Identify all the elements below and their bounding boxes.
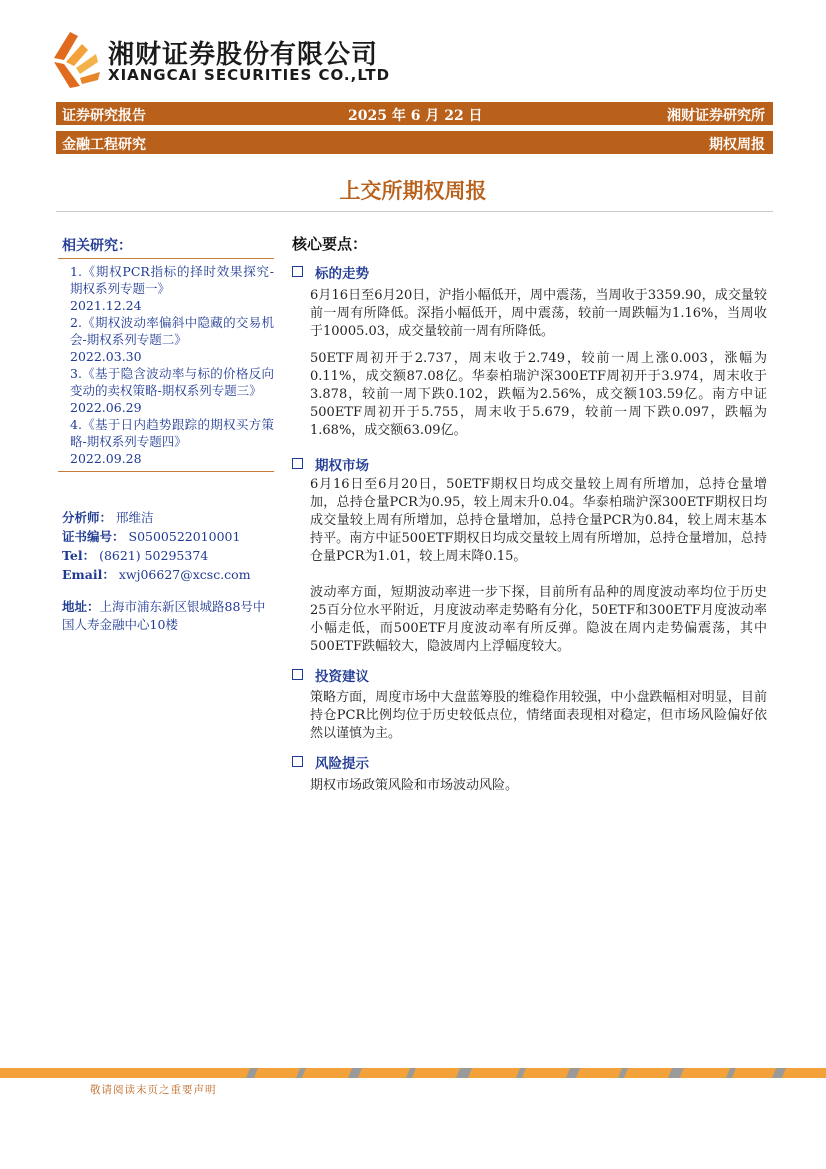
page-title: 上交所期权周报 (339, 179, 487, 203)
analyst-info (62, 508, 251, 584)
checkbox-square-icon (292, 756, 303, 767)
related-item-date: 2021.12.24 (70, 298, 142, 313)
paragraph: 期权市场政策风险和市场波动风险。 (310, 778, 519, 793)
address-text: 上海市浦东新区银城路88号中国人寿金融中心10楼 (62, 599, 266, 632)
company-name-en: XIANGCAI SECURITIES CO.,LTD (108, 66, 391, 84)
email-row: Email： xwj06627@xcsc.com (62, 567, 251, 582)
tel-row: Tel： (8621) 50295374 (62, 548, 209, 563)
core-points-heading: 核心要点： (292, 235, 368, 253)
related-item-date: 2022.06.29 (70, 400, 142, 415)
paragraph: 波动率方面，短期波动率进一步下探，目前所有品种的周度波动率均位于历史25百分位水平附近，月度波动率走势略有分化，50ETF和300ETF月度波动率小幅走低，而500ETF月度波动率有所反弹。隐波在周内走势偏震荡，其中500ETF跌幅较大，隐波周内上浮幅度较大。 (310, 585, 767, 654)
research-category: 金融工程研究 (62, 137, 146, 153)
report-series: 期权周报 (709, 137, 765, 153)
company-name-cn: 湘财证券股份有限公司 (108, 40, 379, 70)
institute-name: 湘财证券研究所 (667, 108, 765, 124)
analyst-name: 邢维洁 (116, 510, 154, 525)
header-bar-secondary (56, 131, 773, 154)
section-heading-risk-warning: 风险提示 (292, 752, 369, 772)
related-research-heading: 相关研究： (62, 238, 132, 254)
address-info (62, 598, 277, 634)
section-heading-investment-advice: 投资建议 (292, 665, 369, 685)
checkbox-square-icon (292, 266, 303, 277)
related-item-title: 3.《基于隐含波动率与标的价格反向变动的卖权策略-期权系列专题三》 (70, 366, 274, 398)
related-item-date: 2022.09.28 (70, 451, 142, 466)
title-divider (56, 211, 773, 212)
analyst-row: 分析师： 邢维洁 (62, 510, 154, 525)
checkbox-square-icon (292, 669, 303, 680)
footer-stripe-band (0, 1068, 826, 1078)
related-item-date: 2022.03.30 (70, 349, 142, 364)
related-item[interactable] (58, 365, 274, 416)
company-logo-icon (50, 28, 102, 90)
related-item-title: 1.《期权PCR指标的择时效果探究-期权系列专题一》 (70, 264, 274, 296)
report-date: 2025 年 6 月 22 日 (348, 108, 483, 124)
related-item[interactable] (58, 416, 274, 467)
cert-number: S0500522010001 (128, 529, 241, 544)
address-label: 地址： (62, 599, 100, 614)
paragraph: 策略方面，周度市场中大盘蓝筹股的维稳作用较强，中小盘跌幅相对明显，目前持仓PCR比例均位于历史较低点位，情绪面表现相对稳定，但市场风险偏好依然以谨慎为主。 (310, 690, 767, 741)
related-item-title: 2.《期权波动率偏斜中隐藏的交易机会-期权系列专题二》 (70, 315, 274, 347)
paragraph: 6月16日至6月20日，沪指小幅低开，周中震荡，当周收于3359.90，成交量较前一周有所降低。深指小幅低开，周中震荡，较前一周跌幅为1.16%，当周收于10005.03，成交量较前一周有所降低。 (310, 288, 767, 339)
email-link[interactable]: xwj06627@xcsc.com (118, 567, 251, 582)
report-type: 证券研究报告 (62, 108, 146, 124)
tel-number: (8621) 50295374 (99, 548, 209, 563)
related-item-title: 4.《基于日内趋势跟踪的期权买方策略-期权系列专题四》 (70, 417, 274, 449)
checkbox-square-icon (292, 458, 303, 469)
related-research-list (58, 258, 274, 472)
cert-row: 证书编号： S0500522010001 (62, 529, 241, 544)
section-heading-options-market: 期权市场 (292, 454, 369, 474)
paragraph: 6月16日至6月20日，50ETF期权日均成交量较上周有所增加，总持仓量增加，总持仓量PCR为0.95，较上周末升0.04。华泰柏瑞沪深300ETF期权日均成交量较上周有所增加，总持仓量增加，总持仓量PCR为0.84，较上周末基本持平。南方中证500ETF期权日均成交量较上周有所增加，总持仓量增加，总持仓量PCR为1.01，较上周末降0.15。 (310, 477, 767, 564)
related-item[interactable] (58, 314, 274, 365)
footer-disclaimer: 敬请阅读末页之重要声明 (90, 1084, 217, 1096)
paragraph: 50ETF周初开于2.737，周末收于2.749，较前一周上涨0.003，涨幅为0.11%，成交额87.08亿。华泰柏瑞沪深300ETF周初开于3.974，周末收于3.878，较前一周下跌0.102，跌幅为2.56%，成交额103.59亿。南方中证500ETF周初开于5.755，周末收于5.679，较前一周下跌0.097，跌幅为1.68%，成交额63.09亿。 (310, 351, 767, 438)
section-heading-underlying: 标的走势 (292, 262, 369, 282)
header-bar-primary (56, 102, 773, 125)
related-item[interactable] (58, 263, 274, 314)
